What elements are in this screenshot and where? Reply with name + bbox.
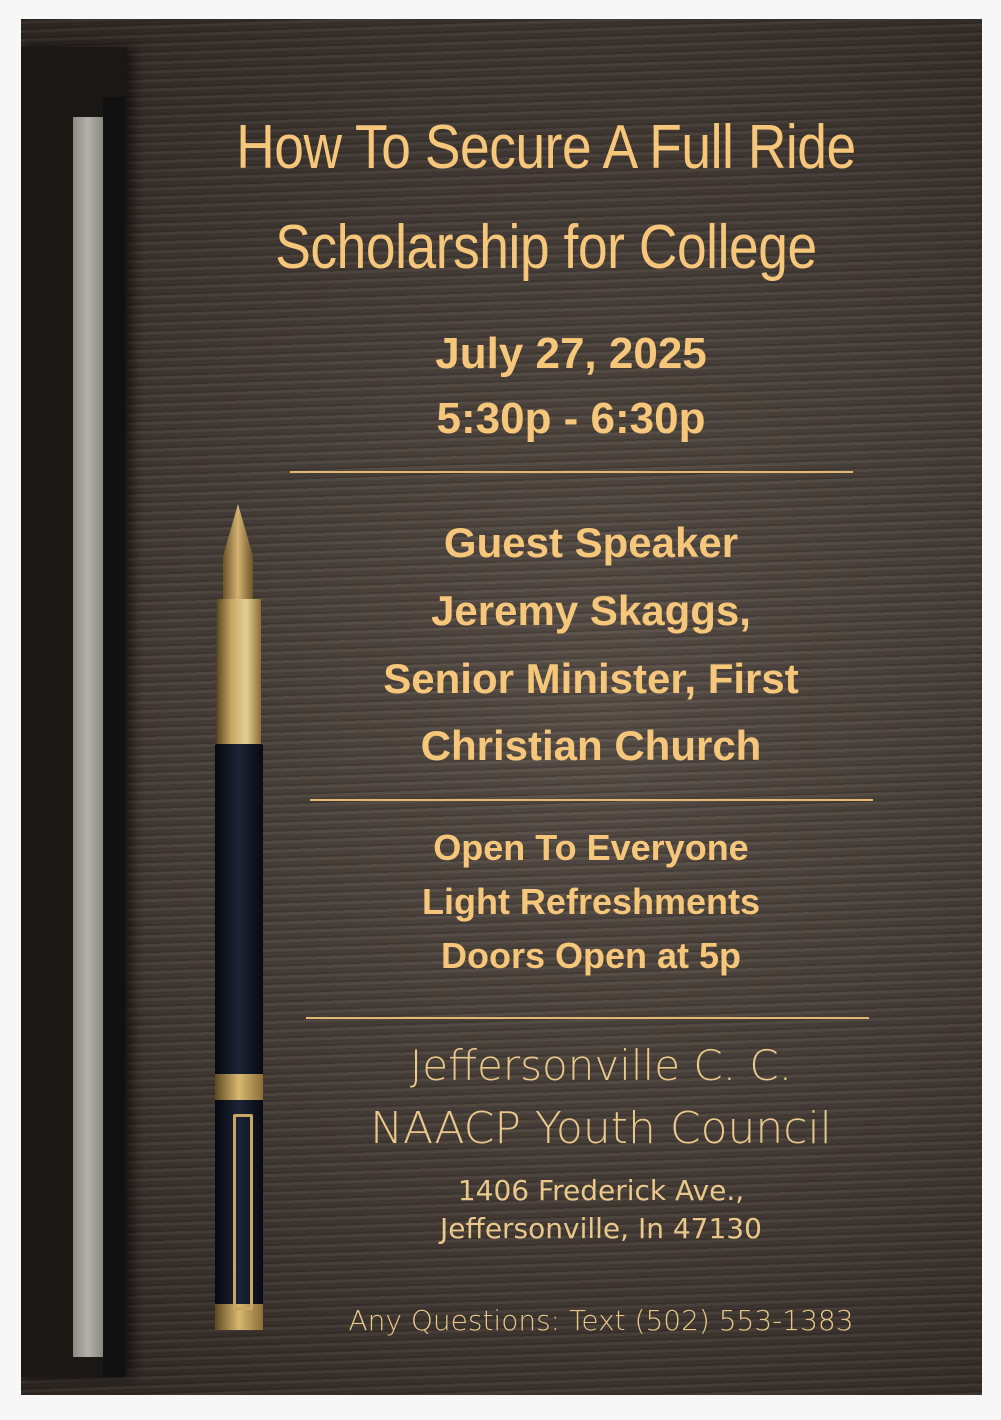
title-line-2: Scholarship for College (275, 213, 817, 282)
notebook-image (21, 47, 127, 1377)
organization-line-1: Jeffersonville C. C. (409, 1041, 793, 1090)
event-date: July 27, 2025 (435, 329, 707, 378)
speaker-title: Senior Minister, First (383, 655, 799, 702)
speaker-name: Jeremy Skaggs, (431, 587, 751, 634)
contact-text: Any Questions: Text (502) 553-1383 (348, 1304, 854, 1337)
address-line-2: Jeffersonville, In 47130 (440, 1212, 762, 1245)
organization-line-2: NAACP Youth Council (370, 1103, 832, 1154)
speaker-heading: Guest Speaker (443, 519, 739, 566)
info-line-3: Doors Open at 5p (440, 935, 742, 976)
address-line-1: 1406 Frederick Ave., (457, 1174, 745, 1207)
event-flyer (21, 19, 982, 1395)
info-line-1: Open To Everyone (433, 827, 749, 868)
info-line-2: Light Refreshments (421, 881, 761, 922)
speaker-church: Christian Church (420, 722, 762, 769)
event-time: 5:30p - 6:30p (436, 394, 706, 443)
title-line-1: How To Secure A Full Ride (236, 113, 856, 182)
